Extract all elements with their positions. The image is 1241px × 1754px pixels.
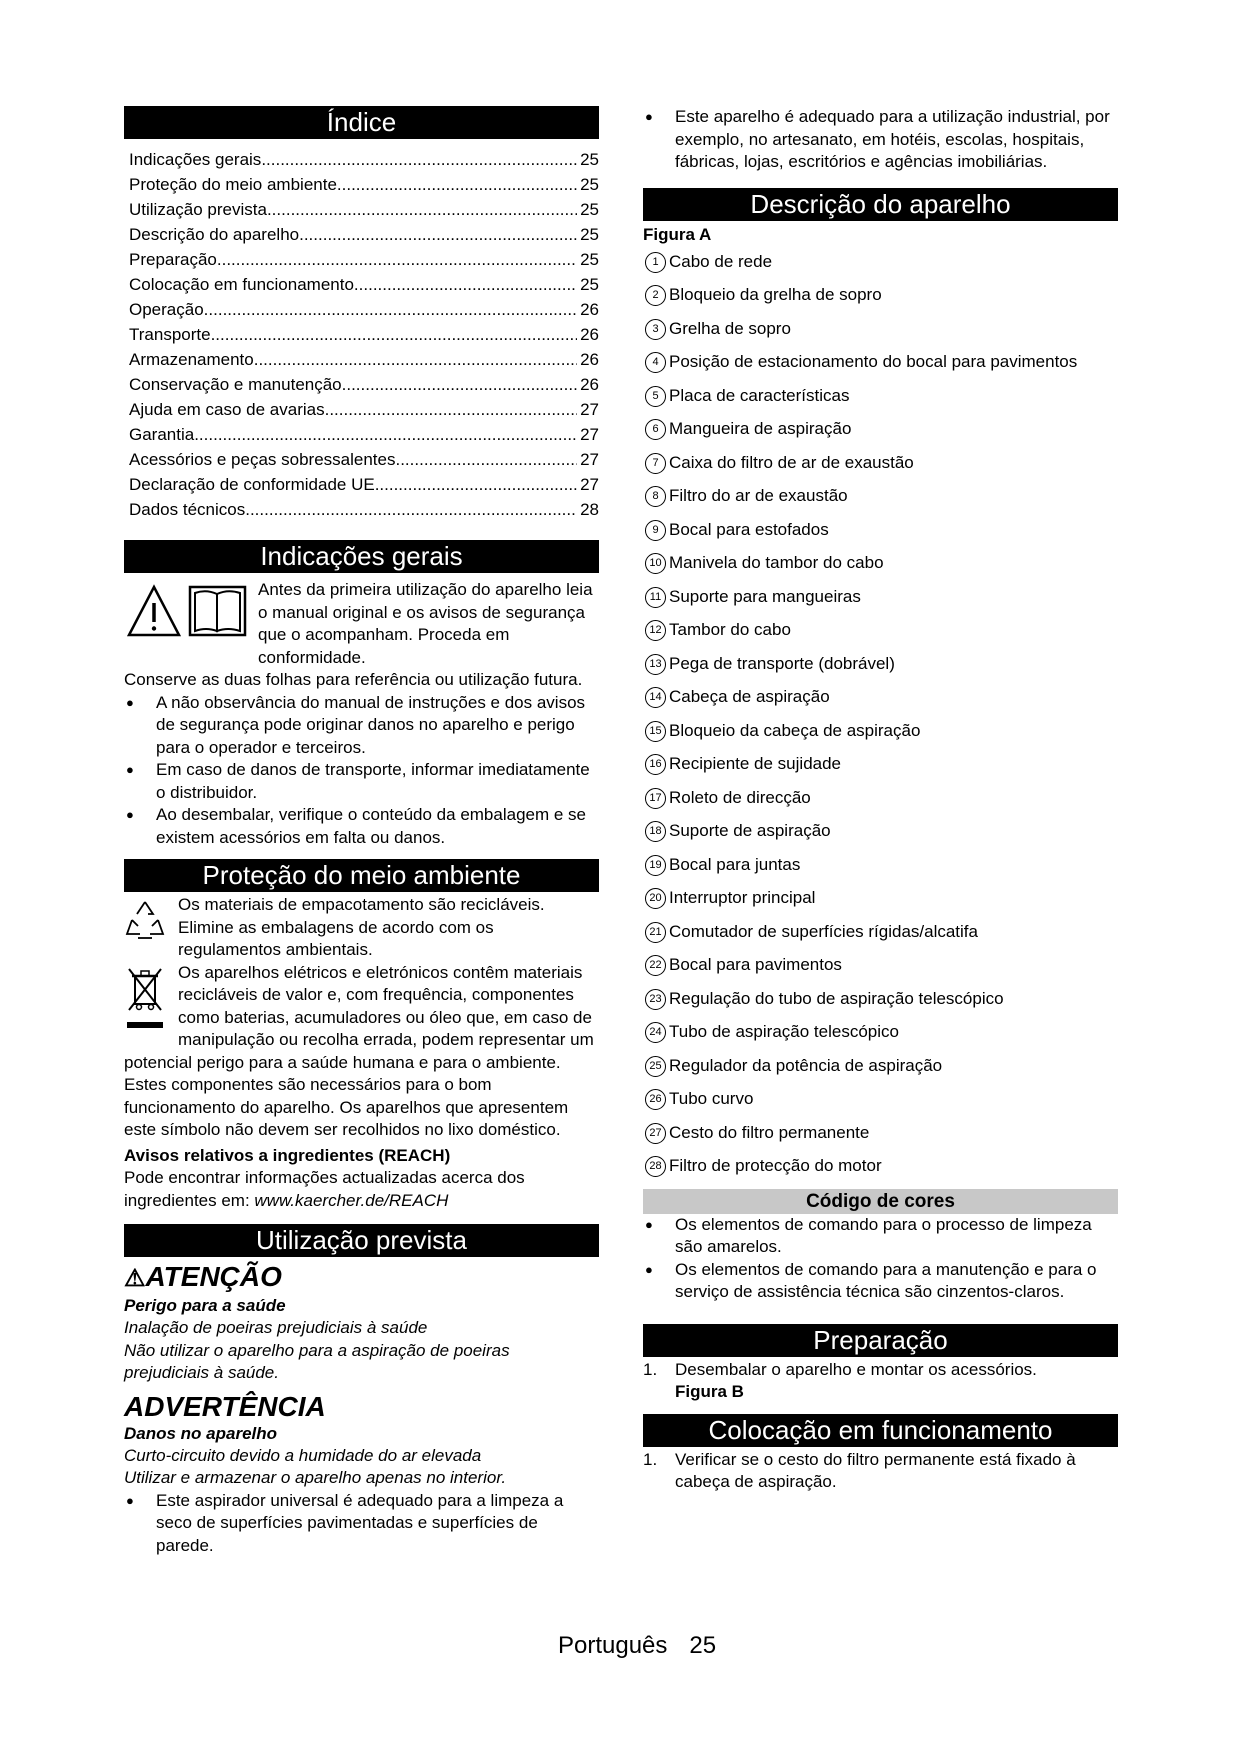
toc-entry[interactable] bbox=[129, 447, 599, 472]
toc-entry[interactable] bbox=[129, 397, 599, 422]
part-number-badge: 7 bbox=[645, 453, 666, 474]
figure-a-label: Figura A bbox=[643, 224, 712, 244]
part-number-badge: 18 bbox=[645, 821, 666, 842]
startup-heading: Colocação em funcionamento bbox=[643, 1414, 1118, 1447]
bullet-icon: ● bbox=[645, 109, 653, 124]
toc-entry-page: 25 bbox=[580, 200, 599, 219]
toc-entry-page: 27 bbox=[580, 475, 599, 494]
toc-entry[interactable] bbox=[129, 347, 599, 372]
part-number-badge: 1 bbox=[645, 252, 666, 273]
part-number-badge: 23 bbox=[645, 989, 666, 1010]
part-number-badge: 21 bbox=[645, 922, 666, 943]
toc-entry-title: Descrição do aparelho bbox=[129, 225, 300, 244]
right-column bbox=[643, 106, 1118, 1494]
bullet-icon: ● bbox=[126, 762, 134, 777]
caution-line: Inalação de poeiras prejudiciais à saúde bbox=[124, 1318, 428, 1337]
toc-entry[interactable] bbox=[129, 222, 599, 247]
toc-dot-leader bbox=[254, 347, 577, 372]
warning-line: Curto-circuito devido a humidade do ar elevada bbox=[124, 1445, 482, 1465]
color-code-bullets bbox=[643, 1214, 1118, 1304]
part-item bbox=[643, 284, 1118, 306]
part-label: Filtro de protecção do motor bbox=[669, 1156, 882, 1175]
left-column bbox=[124, 106, 599, 1557]
list-item: ● Em caso de danos de transporte, informar imediatamente o distribuidor. bbox=[126, 760, 590, 802]
part-number-badge: 19 bbox=[645, 855, 666, 876]
toc-entry[interactable] bbox=[129, 472, 599, 497]
part-number-badge: 12 bbox=[645, 620, 666, 641]
toc-entry[interactable] bbox=[129, 272, 599, 297]
part-number-badge: 25 bbox=[645, 1056, 666, 1077]
part-label: Recipiente de sujidade bbox=[669, 754, 842, 773]
toc-entry-title: Proteção do meio ambiente bbox=[129, 175, 337, 194]
toc-entry[interactable] bbox=[129, 497, 599, 522]
intended-use-bullets-cont bbox=[643, 106, 1118, 174]
part-number-badge: 10 bbox=[645, 553, 666, 574]
toc-entry[interactable] bbox=[129, 297, 599, 322]
warning-line: Utilizar e armazenar o aparelho apenas no interior. bbox=[124, 1468, 507, 1487]
part-item bbox=[643, 854, 1118, 876]
startup-step: 1. Verificar se o cesto do filtro permanente está fixado à cabeça de aspiração. bbox=[643, 1449, 1076, 1491]
part-number-badge: 4 bbox=[645, 352, 666, 373]
environment-heading: Proteção do meio ambiente bbox=[124, 859, 599, 892]
toc-entry-title: Colocação em funcionamento bbox=[129, 275, 354, 294]
description-heading: Descrição do aparelho bbox=[643, 188, 1118, 221]
part-number-badge: 22 bbox=[645, 955, 666, 976]
part-item bbox=[643, 251, 1118, 273]
part-label: Regulação do tubo de aspiração telescópico bbox=[669, 988, 1004, 1008]
part-item bbox=[643, 954, 1118, 976]
toc-dot-leader bbox=[354, 272, 577, 297]
bullet-icon: ● bbox=[645, 1216, 653, 1232]
warning-manual-icons bbox=[124, 581, 250, 646]
toc-entry-title: Conservação e manutenção bbox=[129, 375, 342, 394]
toc-entry-page: 26 bbox=[580, 325, 599, 344]
part-item bbox=[643, 686, 1118, 708]
part-number-badge: 26 bbox=[645, 1089, 666, 1110]
toc-dot-leader bbox=[337, 172, 577, 197]
bullet-icon: ● bbox=[126, 1492, 134, 1508]
part-item bbox=[643, 452, 1118, 474]
toc-entry-page: 25 bbox=[580, 225, 599, 244]
part-label: Bocal para estofados bbox=[669, 519, 829, 539]
part-item bbox=[643, 619, 1118, 641]
toc-dot-leader bbox=[245, 497, 577, 522]
bullet-icon: ● bbox=[126, 807, 134, 822]
toc-dot-leader bbox=[194, 422, 577, 447]
toc-entry-title: Indicações gerais bbox=[129, 150, 262, 169]
warning-label: ADVERTÊNCIA bbox=[124, 1390, 326, 1422]
list-item: ● Ao desembalar, verifique o conteúdo da embalagem e se existem acessórios em falta ou danos. bbox=[126, 805, 586, 847]
toc-dot-leader bbox=[342, 372, 577, 397]
part-item bbox=[643, 720, 1118, 742]
toc-entry-title: Garantia bbox=[129, 425, 195, 444]
part-item bbox=[643, 385, 1118, 407]
part-number-badge: 6 bbox=[645, 419, 666, 440]
part-label: Bloqueio da cabeça de aspiração bbox=[669, 720, 921, 740]
toc-entry-title: Preparação bbox=[129, 250, 217, 269]
bullet-icon: ● bbox=[645, 1261, 653, 1277]
toc-entry-page: 26 bbox=[580, 350, 599, 369]
part-number-badge: 2 bbox=[645, 285, 666, 306]
part-label: Grelha de sopro bbox=[669, 318, 791, 338]
figure-b-label: Figura B bbox=[675, 1382, 744, 1401]
general-keep: Conserve as duas folhas para referência ou utilização futura. bbox=[124, 670, 583, 689]
toc-entry-page: 25 bbox=[580, 150, 599, 169]
toc-entry-title: Operação bbox=[129, 300, 204, 319]
part-number-badge: 3 bbox=[645, 319, 666, 340]
part-label: Caixa do filtro de ar de exaustão bbox=[669, 452, 914, 472]
part-number-badge: 11 bbox=[645, 587, 666, 608]
part-item bbox=[643, 653, 1118, 675]
part-label: Interruptor principal bbox=[669, 888, 816, 907]
toc-entry-title: Armazenamento bbox=[129, 350, 254, 369]
recycle-icon bbox=[124, 896, 166, 951]
part-label: Bocal para pavimentos bbox=[669, 955, 842, 974]
part-number-badge: 8 bbox=[645, 486, 666, 507]
warning-triangle-small-icon: ⚠ bbox=[124, 1265, 146, 1292]
toc-entry[interactable] bbox=[129, 247, 599, 272]
warning-sub: Danos no aparelho bbox=[124, 1423, 278, 1443]
part-item bbox=[643, 887, 1118, 909]
toc-entry[interactable] bbox=[129, 172, 599, 197]
reach-url: www.kaercher.de/REACH bbox=[254, 1190, 449, 1210]
part-label: Cesto do filtro permanente bbox=[669, 1122, 870, 1142]
part-item bbox=[643, 787, 1118, 809]
toc-entry-title: Declaração de conformidade UE bbox=[129, 475, 375, 494]
toc-dot-leader bbox=[375, 472, 577, 497]
part-item bbox=[643, 988, 1118, 1010]
toc-dot-leader bbox=[325, 397, 577, 422]
preparation-heading: Preparação bbox=[643, 1324, 1118, 1357]
toc-entry-page: 25 bbox=[580, 250, 599, 269]
preparation-step: 1. Desembalar o aparelho e montar os acessórios. bbox=[643, 1359, 1037, 1379]
part-item bbox=[643, 921, 1118, 943]
general-bullets bbox=[124, 692, 599, 850]
part-number-badge: 5 bbox=[645, 386, 666, 407]
part-label: Tambor do cabo bbox=[669, 620, 791, 639]
toc-entry-page: 27 bbox=[580, 450, 599, 469]
toc-dot-leader bbox=[267, 197, 577, 222]
part-item bbox=[643, 418, 1118, 440]
parts-list bbox=[643, 251, 1118, 1178]
part-item bbox=[643, 1055, 1118, 1077]
part-label: Regulador da potência de aspiração bbox=[669, 1055, 943, 1075]
toc-entry[interactable] bbox=[129, 147, 599, 172]
part-label: Posição de estacionamento do bocal para pavimentos bbox=[669, 352, 1078, 371]
part-number-badge: 27 bbox=[645, 1123, 666, 1144]
reach-text: Pode encontrar informações actualizadas acerca dos ingredientes em: www.kaercher.de/REACH bbox=[124, 1168, 525, 1210]
toc-dot-leader bbox=[299, 222, 577, 247]
toc-entry-title: Dados técnicos bbox=[129, 500, 246, 519]
part-number-badge: 24 bbox=[645, 1022, 666, 1043]
general-section bbox=[124, 579, 599, 849]
environment-section bbox=[124, 894, 599, 1212]
part-number-badge: 9 bbox=[645, 520, 666, 541]
part-item bbox=[643, 519, 1118, 541]
reach-title: Avisos relativos a ingredientes (REACH) bbox=[124, 1145, 451, 1165]
bullet-icon: ● bbox=[126, 694, 134, 710]
warning-triangle-icon bbox=[129, 587, 179, 635]
general-intro: Antes da primeira utilização do aparelho leia o manual original e os avisos de segurança que o acompanham. Proceda em conformidade. bbox=[258, 580, 593, 667]
footer-language: Português bbox=[558, 1632, 668, 1659]
part-item bbox=[643, 351, 1118, 373]
table-of-contents bbox=[124, 147, 599, 522]
part-item bbox=[643, 753, 1118, 775]
part-item bbox=[643, 1155, 1118, 1177]
part-number-badge: 15 bbox=[645, 721, 666, 742]
toc-entry-page: 25 bbox=[580, 275, 599, 294]
caution-line: Não utilizar o aparelho para a aspiração de poeiras prejudiciais à saúde. bbox=[124, 1340, 510, 1382]
page-footer bbox=[558, 1632, 716, 1660]
part-label: Cabo de rede bbox=[669, 251, 773, 271]
list-item: ● Este aspirador universal é adequado para a limpeza a seco de superfícies pavimentadas e superfícies de parede. bbox=[126, 1490, 564, 1555]
toc-dot-leader bbox=[217, 247, 577, 272]
part-label: Comutador de superfícies rígidas/alcatifa bbox=[669, 921, 978, 941]
toc-dot-leader bbox=[395, 447, 577, 472]
toc-entry-title: Acessórios e peças sobressalentes bbox=[129, 450, 396, 469]
part-label: Filtro do ar de exaustão bbox=[669, 486, 848, 505]
part-label: Tubo de aspiração telescópico bbox=[669, 1022, 899, 1041]
part-number-badge: 14 bbox=[645, 687, 666, 708]
toc-entry-page: 26 bbox=[580, 300, 599, 319]
toc-entry-page: 27 bbox=[580, 425, 599, 444]
weee-text: Os aparelhos elétricos e eletrónicos contêm materiais recicláveis de valor e, com frequência, componentes como baterias, acumuladores ou óleo que, em caso de manipulação ou recolha errada, podem representar um potencial perigo para a saúde humana e para o ambiente. Estes componentes são necessários para o bom funcionamento do aparelho. Os aparelhos que apresentem este símbolo não devem ser recolhidos no lixo doméstico. bbox=[124, 962, 594, 1139]
part-number-badge: 16 bbox=[645, 754, 666, 775]
part-item bbox=[643, 586, 1118, 608]
part-label: Placa de características bbox=[669, 385, 850, 405]
list-item: ● Os elementos de comando para a manutenção e para o serviço de assistência técnica são cinzentos-claros. bbox=[645, 1259, 1097, 1301]
page-number: 25 bbox=[689, 1632, 717, 1659]
part-item bbox=[643, 485, 1118, 507]
recycle-text: Os materiais de empacotamento são recicláveis. Elimine as embalagens de acordo com os regulamentos ambientais. bbox=[178, 895, 545, 959]
part-number-badge: 20 bbox=[645, 888, 666, 909]
part-label: Tubo curvo bbox=[669, 1089, 754, 1108]
toc-entry-title: Utilização prevista bbox=[129, 200, 267, 219]
toc-entry[interactable] bbox=[129, 322, 599, 347]
toc-heading: Índice bbox=[124, 106, 599, 139]
caution-label: ⚠ATENÇÃO bbox=[124, 1261, 282, 1292]
part-label: Suporte para mangueiras bbox=[669, 586, 861, 606]
part-item bbox=[643, 552, 1118, 574]
list-item: ● A não observância do manual de instruções e dos avisos de segurança pode originar danos no aparelho e perigo para o operador e terceiros. bbox=[126, 692, 586, 757]
color-code-heading: Código de cores bbox=[643, 1189, 1118, 1214]
intended-use-bullets bbox=[124, 1490, 599, 1558]
toc-dot-leader bbox=[261, 147, 577, 172]
toc-entry[interactable] bbox=[129, 197, 599, 222]
caution-sub: Perigo para a saúde bbox=[124, 1296, 286, 1315]
part-label: Bloqueio da grelha de sopro bbox=[669, 285, 882, 304]
toc-entry-page: 26 bbox=[580, 375, 599, 394]
part-label: Roleto de direcção bbox=[669, 787, 811, 807]
part-number-badge: 28 bbox=[645, 1156, 666, 1177]
list-item: ● Os elementos de comando para o processo de limpeza são amarelos. bbox=[645, 1214, 1092, 1256]
part-label: Pega de transporte (dobrável) bbox=[669, 653, 895, 673]
part-item bbox=[643, 1122, 1118, 1144]
part-label: Manivela do tambor do cabo bbox=[669, 553, 884, 572]
part-label: Mangueira de aspiração bbox=[669, 419, 852, 438]
toc-entry-page: 28 bbox=[580, 500, 599, 519]
weee-bin-icon bbox=[124, 964, 166, 1041]
part-label: Cabeça de aspiração bbox=[669, 687, 830, 706]
toc-dot-leader bbox=[211, 322, 578, 347]
part-number-badge: 13 bbox=[645, 654, 666, 675]
part-item bbox=[643, 1088, 1118, 1110]
manual-book-icon bbox=[190, 587, 245, 635]
part-label: Suporte de aspiração bbox=[669, 821, 831, 840]
toc-entry-page: 27 bbox=[580, 400, 599, 419]
toc-dot-leader bbox=[204, 297, 577, 322]
toc-entry[interactable] bbox=[129, 372, 599, 397]
part-item bbox=[643, 820, 1118, 842]
part-item bbox=[643, 1021, 1118, 1043]
part-item bbox=[643, 318, 1118, 340]
part-label: Bocal para juntas bbox=[669, 854, 801, 874]
toc-entry-title: Transporte bbox=[129, 325, 211, 344]
general-heading: Indicações gerais bbox=[124, 540, 599, 573]
toc-entry-title: Ajuda em caso de avarias bbox=[129, 400, 325, 419]
intended-use-heading: Utilização prevista bbox=[124, 1224, 599, 1257]
toc-entry[interactable] bbox=[129, 422, 599, 447]
part-number-badge: 17 bbox=[645, 788, 666, 809]
list-item: ● Este aparelho é adequado para a utilização industrial, por exemplo, no artesanato, em hotéis, escolas, hospitais, fábricas, lojas, escritórios e agências imobiliárias. bbox=[645, 107, 1110, 171]
toc-entry-page: 25 bbox=[580, 175, 599, 194]
intended-use-section bbox=[124, 1261, 599, 1557]
